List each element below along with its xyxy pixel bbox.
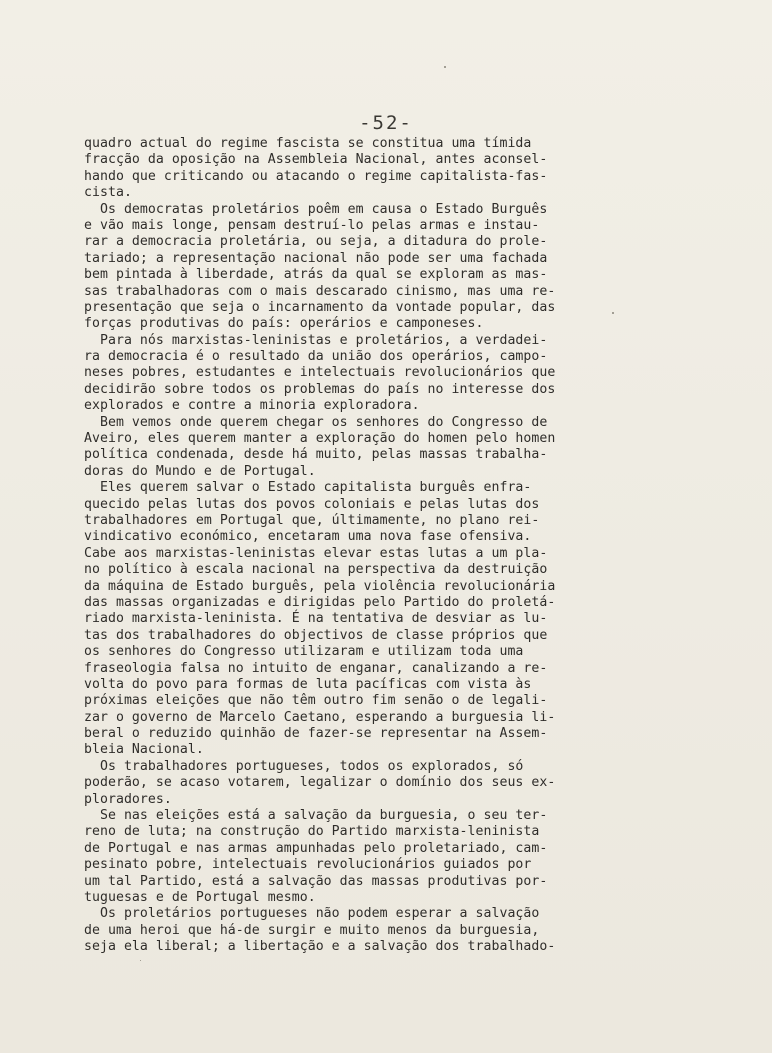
text-line: fracção da oposição na Assembleia Nacional, antes aconsel- — [84, 152, 548, 168]
text-line: bem pintada à liberdade, atrás da qual se exploram as mas- — [84, 267, 548, 283]
text-line: tas dos trabalhadores do objectivos de classe próprios que — [84, 627, 548, 643]
text-line: fraseologia falsa no intuito de enganar, canalizando a re- — [84, 660, 548, 676]
text-line: seja ela liberal; a libertação e a salvação dos trabalhado- — [84, 939, 556, 955]
text-line: próximas eleições que não têm outro fim senão o de legali- — [84, 693, 548, 709]
text-line: poderão, se acaso votarem, legalizar o domínio dos seus ex- — [84, 775, 556, 791]
text-line: Os proletários portugueses não podem esperar a salvação — [84, 906, 540, 922]
text-line: de Portugal e nas armas ampunhadas pelo proletariado, cam- — [84, 840, 548, 856]
text-line: reno de luta; na construção do Partido marxista-leninista — [84, 824, 540, 840]
text-line: explorados e contre a minoria exploradora. — [84, 398, 420, 414]
text-line: das massas organizadas e dirigidas pelo Partido do proletá- — [84, 594, 556, 610]
text-line: cista. — [84, 185, 132, 201]
paper-speck — [612, 312, 614, 314]
text-line: volta do povo para formas de luta pacíficas com vista às — [84, 676, 532, 692]
text-line: Para nós marxistas-leninistas e proletários, a verdadei- — [84, 332, 548, 348]
text-line: Bem vemos onde querem chegar os senhores do Congresso de — [84, 414, 548, 430]
text-line: de uma heroi que há-de surgir e muito menos da burguesia, — [84, 922, 540, 938]
text-line: política condenada, desde há muito, pelas massas trabalha- — [84, 447, 548, 463]
text-line: beral o reduzido quinhão de fazer-se representar na Assem- — [84, 726, 548, 742]
text-line: bleia Nacional. — [84, 742, 204, 758]
body-text — [84, 136, 684, 956]
text-line: ploradores. — [84, 791, 172, 807]
text-line: Os democratas proletários poêm em causa o Estado Burguês — [84, 201, 548, 217]
text-line: Eles querem salvar o Estado capitalista burguês enfra- — [84, 480, 532, 496]
page-number: -52- — [359, 112, 413, 134]
text-line: tariado; a representação nacional não pode ser uma fachada — [84, 250, 548, 266]
text-line: presentação que seja o incarnamento da vontade popular, das — [84, 299, 556, 315]
text-line: tuguesas e de Portugal mesmo. — [84, 889, 316, 905]
text-line: da máquina de Estado burguês, pela violência revolucionária — [84, 578, 556, 594]
text-line: os senhores do Congresso utilizaram e utilizam toda uma — [84, 644, 524, 660]
text-line: hando que criticando ou atacando o regime capitalista-fas- — [84, 168, 548, 184]
text-line: pesinato pobre, intelectuais revolucionários guiados por — [84, 857, 532, 873]
text-line: Se nas eleições está a salvação da burguesia, o seu ter- — [84, 808, 548, 824]
text-line: e vão mais longe, pensam destruí-lo pelas armas e instau- — [84, 217, 540, 233]
text-line: Aveiro, eles querem manter a exploração do homen pelo homen — [84, 431, 556, 447]
text-line: um tal Partido, está a salvação das massas produtivas por- — [84, 873, 548, 889]
text-line: ra democracia é o resultado da união dos operários, campo- — [84, 349, 548, 365]
paper-speck — [140, 960, 141, 961]
text-line: sas trabalhadoras com o mais descarado cinismo, mas uma re- — [84, 283, 556, 299]
text-line: no político à escala nacional na perspectiva da destruição — [84, 562, 548, 578]
text-line: Cabe aos marxistas-leninistas elevar estas lutas a um pla- — [84, 545, 548, 561]
text-line: riado marxista-leninista. É na tentativa de desviar as lu- — [84, 611, 548, 627]
text-line: vindicativo económico, encetaram uma nova fase ofensiva. — [84, 529, 532, 545]
text-line: forças produtivas do país: operários e camponeses. — [84, 316, 484, 332]
paper-speck — [444, 66, 446, 68]
text-line: zar o governo de Marcelo Caetano, esperando a burguesia li- — [84, 709, 556, 725]
text-line: neses pobres, estudantes e intelectuais revolucionários que — [84, 365, 556, 381]
text-line: rar a democracia proletária, ou seja, a ditadura do prole- — [84, 234, 548, 250]
text-line: trabalhadores em Portugal que, últimamente, no plano rei- — [84, 512, 540, 528]
text-line: quecido pelas lutas dos povos coloniais e pelas lutas dos — [84, 496, 540, 512]
text-line: quadro actual do regime fascista se constitua uma tímida — [84, 136, 532, 151]
text-line: doras do Mundo e de Portugal. — [84, 463, 316, 479]
text-line: Os trabalhadores portugueses, todos os explorados, só — [84, 758, 524, 774]
text-line: decidirão sobre todos os problemas do país no interesse dos — [84, 381, 556, 397]
